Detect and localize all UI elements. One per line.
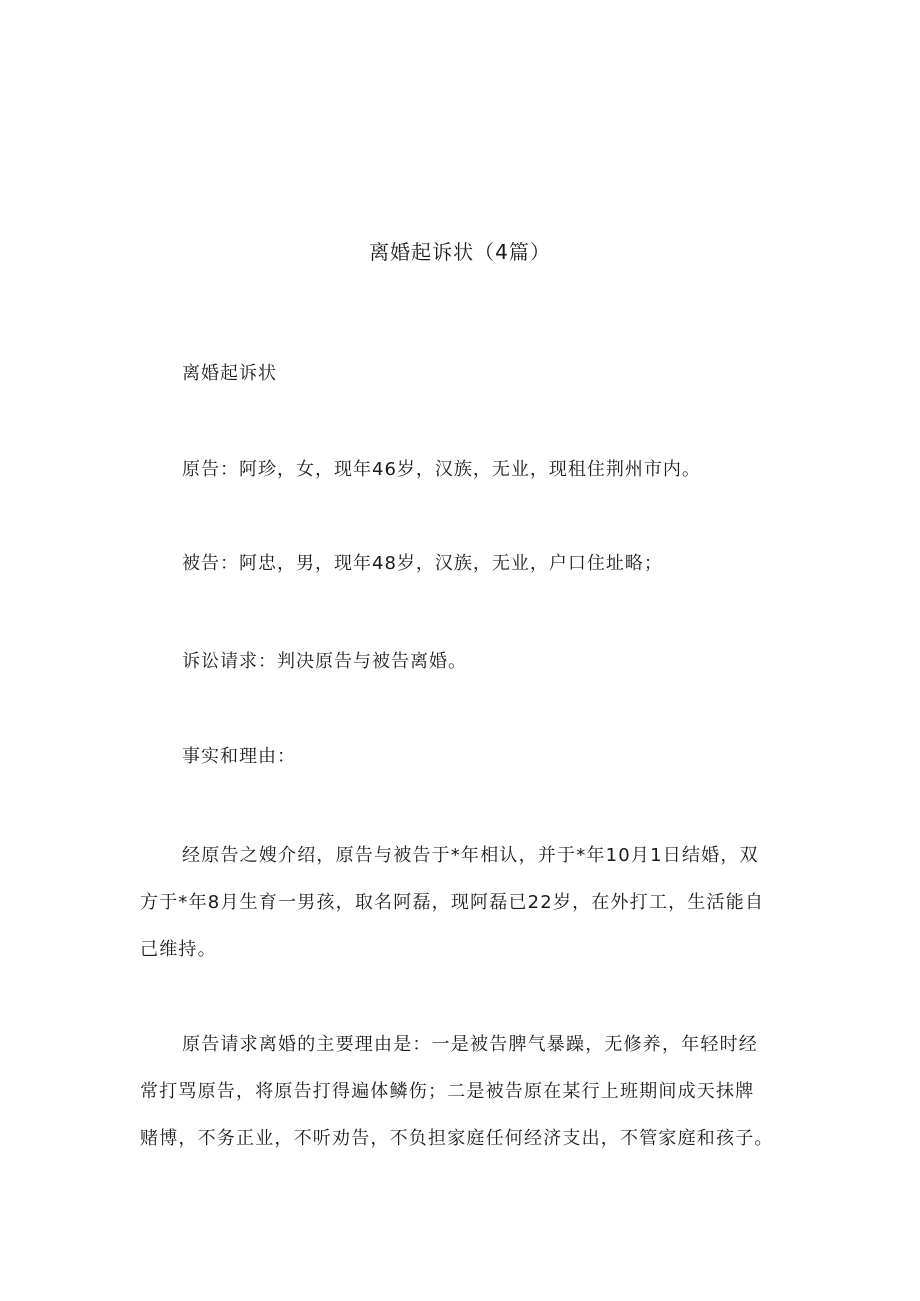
paragraph-2-line-3: 赌博，不务正业，不听劝告，不负担家庭任何经济支出，不管家庭和孩子。 xyxy=(140,1128,774,1149)
facts-paragraph-2 xyxy=(140,1021,800,1162)
paragraph-2-line-1: 原告请求离婚的主要理由是：一是被告脾气暴躁，无修养，年轻时经 xyxy=(182,1034,758,1055)
facts-heading: 事实和理由： xyxy=(182,746,296,767)
section-heading: 离婚起诉状 xyxy=(182,363,277,384)
facts-paragraph-1 xyxy=(140,832,800,973)
paragraph-2-line-2: 常打骂原告，将原告打得遍体鳞伤；二是被告原在某行上班期间成天抹牌 xyxy=(140,1081,755,1102)
paragraph-1-line-3: 己维持。 xyxy=(140,939,217,960)
claim-text: 诉讼请求：判决原告与被告离婚。 xyxy=(182,651,467,672)
defendant-info: 被告：阿忠，男，现年48岁，汉族，无业，户口住址略； xyxy=(182,553,663,574)
paragraph-1-line-1: 经原告之嫂介绍，原告与被告于*年相认，并于*年10月1日结婚，双 xyxy=(182,845,759,866)
plaintiff-info: 原告：阿珍，女，现年46岁，汉族，无业，现租住荆州市内。 xyxy=(182,459,701,480)
document-title: 离婚起诉状（4篇） xyxy=(369,240,551,264)
paragraph-1-line-2: 方于*年8月生育一男孩，取名阿磊，现阿磊已22岁，在外打工，生活能自 xyxy=(140,892,765,913)
